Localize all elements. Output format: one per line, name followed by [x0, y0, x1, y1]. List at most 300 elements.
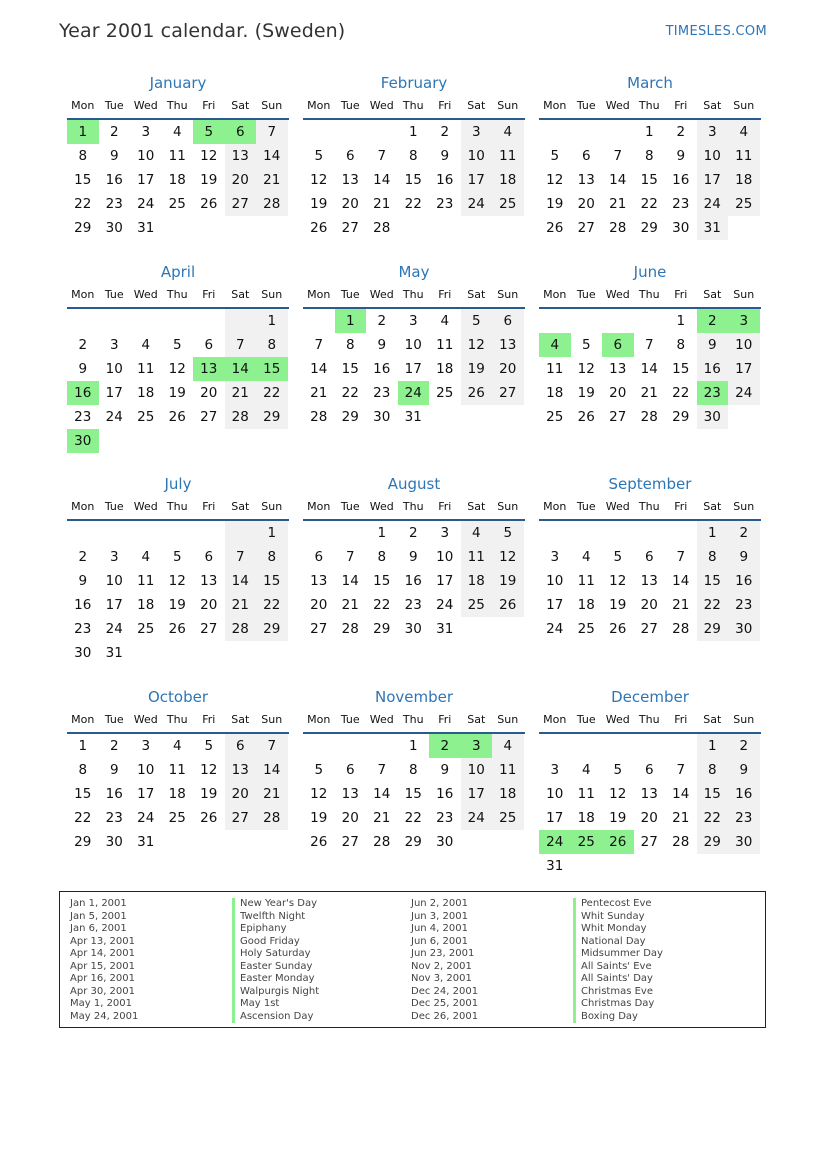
empty-cell: [256, 830, 288, 854]
day-cell: 8: [644, 148, 654, 164]
weekday-label: Fri: [438, 500, 452, 513]
week-row: [539, 758, 761, 782]
day-cell: 11: [137, 361, 155, 377]
day-cell: 17: [461, 782, 493, 806]
day-cell: 11: [728, 144, 760, 168]
day-cell: 12: [168, 361, 186, 377]
day-cell: 4: [539, 333, 571, 357]
weekday-label: Tue: [104, 713, 124, 726]
empty-cell: [539, 309, 571, 333]
weekday-label: Mon: [543, 713, 567, 726]
day-cell: 16: [74, 597, 92, 613]
day-cell: 20: [341, 196, 359, 212]
day-cell: 24: [105, 409, 123, 425]
holiday-date: Jan 6, 2001: [70, 923, 127, 934]
day-cell: 21: [640, 385, 658, 401]
day-cell: 11: [137, 573, 155, 589]
day-cell: 6: [644, 762, 654, 778]
weekday-label: Thu: [166, 713, 188, 726]
empty-cell: [193, 521, 225, 545]
day-cell: 3: [461, 734, 493, 758]
day-cell: 8: [78, 762, 88, 778]
month-july: [67, 473, 289, 665]
empty-cell: [492, 830, 524, 854]
day-cell: 23: [436, 196, 454, 212]
day-cell: 11: [577, 786, 595, 802]
day-cell: 10: [461, 144, 493, 168]
day-cell: 15: [256, 569, 288, 593]
day-cell: 17: [105, 597, 123, 613]
month-days: [67, 120, 289, 240]
week-row: [303, 617, 525, 641]
day-cell: 8: [697, 758, 729, 782]
day-cell: 19: [200, 786, 218, 802]
day-cell: 24: [539, 830, 571, 854]
holiday-date: Jun 3, 2001: [411, 910, 468, 922]
day-cell: 13: [310, 573, 328, 589]
empty-cell: [602, 854, 634, 878]
week-row: [539, 734, 761, 758]
week-row: [539, 617, 761, 641]
day-cell: 27: [492, 381, 524, 405]
weekday-label: Fri: [674, 99, 688, 112]
empty-cell: [461, 617, 493, 641]
day-cell: 10: [697, 144, 729, 168]
day-cell: 23: [436, 810, 454, 826]
empty-cell: [67, 521, 99, 545]
day-cell: 29: [697, 617, 729, 641]
day-cell: 27: [225, 806, 257, 830]
day-cell: 2: [78, 549, 88, 565]
day-cell: 1: [256, 309, 288, 333]
day-cell: 6: [314, 549, 324, 565]
day-cell: 12: [492, 545, 524, 569]
day-cell: 13: [341, 786, 359, 802]
day-cell: 21: [609, 196, 627, 212]
day-cell: 6: [225, 120, 257, 144]
day-cell: 22: [697, 593, 729, 617]
day-cell: 28: [256, 192, 288, 216]
weekday-label: Sun: [497, 713, 519, 726]
empty-cell: [571, 854, 603, 878]
empty-cell: [366, 734, 398, 758]
empty-cell: [492, 405, 524, 429]
weekday-header: [303, 495, 525, 521]
day-cell: 10: [546, 786, 564, 802]
week-row: [539, 545, 761, 569]
day-cell: 7: [644, 337, 654, 353]
week-row: [67, 782, 289, 806]
day-cell: 15: [256, 357, 288, 381]
day-cell: 13: [341, 172, 359, 188]
month-may: [303, 261, 525, 429]
day-cell: 2: [728, 734, 760, 758]
day-cell: 26: [310, 220, 328, 236]
day-cell: 15: [640, 172, 658, 188]
weekday-label: Thu: [638, 713, 660, 726]
day-cell: 23: [728, 593, 760, 617]
weekday-label: Tue: [576, 288, 596, 301]
weekday-label: Mon: [71, 288, 95, 301]
day-cell: 26: [602, 830, 634, 854]
empty-cell: [162, 641, 194, 665]
week-row: [67, 120, 289, 144]
day-cell: 6: [204, 337, 214, 353]
day-cell: 13: [492, 333, 524, 357]
day-cell: 9: [440, 148, 450, 164]
day-cell: 26: [310, 834, 328, 850]
day-cell: 6: [225, 734, 257, 758]
day-cell: 20: [492, 357, 524, 381]
month-name: August: [387, 475, 441, 493]
holiday-date: Jun 6, 2001: [411, 935, 468, 947]
day-cell: 30: [67, 429, 99, 453]
day-cell: 29: [404, 834, 422, 850]
day-cell: 7: [676, 762, 686, 778]
holiday-name: Christmas Eve: [573, 986, 663, 999]
day-cell: 18: [168, 786, 186, 802]
weekday-label: Thu: [402, 500, 424, 513]
day-cell: 3: [109, 337, 119, 353]
weekday-label: Tue: [340, 99, 360, 112]
month-days: [539, 120, 761, 240]
day-cell: 3: [109, 549, 119, 565]
day-cell: 31: [546, 858, 564, 874]
day-cell: 16: [404, 573, 422, 589]
day-cell: 14: [256, 758, 288, 782]
day-cell: 25: [728, 192, 760, 216]
weekday-header: [67, 708, 289, 734]
week-row: [67, 593, 289, 617]
day-cell: 22: [256, 381, 288, 405]
day-cell: 16: [105, 786, 123, 802]
empty-cell: [492, 617, 524, 641]
empty-cell: [193, 830, 225, 854]
day-cell: 14: [225, 569, 257, 593]
weekday-label: Mon: [307, 288, 331, 301]
month-name: March: [627, 74, 673, 92]
empty-cell: [225, 830, 257, 854]
empty-cell: [99, 309, 131, 333]
day-cell: 2: [408, 525, 418, 541]
day-cell: 15: [404, 172, 422, 188]
day-cell: 19: [310, 196, 328, 212]
day-cell: 29: [697, 830, 729, 854]
day-cell: 11: [436, 337, 454, 353]
weekday-label: Sat: [703, 288, 722, 301]
empty-cell: [634, 854, 666, 878]
day-cell: 9: [109, 762, 119, 778]
weekday-label: Wed: [133, 99, 158, 112]
day-cell: 5: [550, 148, 560, 164]
day-cell: 21: [672, 597, 690, 613]
empty-cell: [634, 734, 666, 758]
day-cell: 30: [373, 409, 391, 425]
day-cell: 20: [341, 810, 359, 826]
day-cell: 5: [204, 738, 214, 754]
holiday-date: Apr 13, 2001: [70, 935, 136, 947]
empty-cell: [335, 521, 367, 545]
month-days: [303, 309, 525, 429]
day-cell: 5: [314, 762, 324, 778]
day-cell: 20: [577, 196, 595, 212]
empty-cell: [571, 734, 603, 758]
day-cell: 4: [172, 738, 182, 754]
day-cell: 9: [78, 361, 88, 377]
day-cell: 7: [256, 734, 288, 758]
weekday-label: Sat: [703, 713, 722, 726]
weekday-label: Mon: [543, 288, 567, 301]
day-cell: 1: [78, 738, 88, 754]
day-cell: 24: [137, 196, 155, 212]
day-cell: 1: [697, 734, 729, 758]
month-march: [539, 72, 761, 240]
day-cell: 21: [256, 782, 288, 806]
weekday-label: Tue: [576, 500, 596, 513]
day-cell: 1: [697, 521, 729, 545]
week-row: [303, 758, 525, 782]
day-cell: 5: [613, 762, 623, 778]
weekday-label: Tue: [340, 500, 360, 513]
day-cell: 22: [672, 385, 690, 401]
day-cell: 25: [492, 806, 524, 830]
day-cell: 1: [67, 120, 99, 144]
day-cell: 7: [377, 148, 387, 164]
day-cell: 28: [256, 806, 288, 830]
day-cell: 28: [225, 617, 257, 641]
day-cell: 29: [373, 621, 391, 637]
weekday-label: Thu: [166, 99, 188, 112]
day-cell: 19: [492, 569, 524, 593]
day-cell: 27: [640, 834, 658, 850]
day-cell: 5: [613, 549, 623, 565]
day-cell: 22: [341, 385, 359, 401]
day-cell: 25: [571, 830, 603, 854]
day-cell: 22: [404, 196, 422, 212]
week-row: [539, 168, 761, 192]
empty-cell: [571, 521, 603, 545]
empty-cell: [602, 120, 634, 144]
day-cell: 7: [676, 549, 686, 565]
week-row: [303, 569, 525, 593]
day-cell: 28: [373, 834, 391, 850]
day-cell: 14: [373, 786, 391, 802]
empty-cell: [366, 120, 398, 144]
week-row: [67, 734, 289, 758]
day-cell: 29: [256, 405, 288, 429]
empty-cell: [193, 429, 225, 453]
day-cell: 8: [408, 762, 418, 778]
empty-cell: [193, 216, 225, 240]
month-name: October: [147, 688, 209, 706]
empty-cell: [571, 120, 603, 144]
day-cell: 13: [225, 758, 257, 782]
empty-cell: [225, 521, 257, 545]
week-row: [67, 830, 289, 854]
weekday-label: Tue: [340, 713, 360, 726]
day-cell: 11: [577, 573, 595, 589]
weekday-label: Sat: [703, 99, 722, 112]
day-cell: 14: [225, 357, 257, 381]
week-row: [539, 854, 761, 878]
empty-cell: [162, 521, 194, 545]
empty-cell: [256, 429, 288, 453]
day-cell: 23: [105, 810, 123, 826]
day-cell: 13: [640, 573, 658, 589]
day-cell: 19: [609, 810, 627, 826]
day-cell: 10: [461, 758, 493, 782]
holiday-name: Epiphany: [232, 923, 319, 936]
day-cell: 30: [105, 834, 123, 850]
weekday-label: Wed: [133, 713, 158, 726]
day-cell: 17: [137, 172, 155, 188]
day-cell: 6: [644, 549, 654, 565]
weekday-label: Tue: [576, 713, 596, 726]
day-cell: 26: [168, 409, 186, 425]
weekday-label: Thu: [166, 500, 188, 513]
day-cell: 19: [310, 810, 328, 826]
empty-cell: [602, 734, 634, 758]
weekday-label: Tue: [104, 288, 124, 301]
weekday-label: Mon: [71, 713, 95, 726]
week-row: [303, 357, 525, 381]
weekday-label: Thu: [402, 288, 424, 301]
weekday-label: Thu: [402, 99, 424, 112]
day-cell: 14: [672, 573, 690, 589]
week-row: [303, 168, 525, 192]
day-cell: 29: [640, 220, 658, 236]
day-cell: 26: [200, 196, 218, 212]
day-cell: 13: [193, 357, 225, 381]
month-name: November: [374, 688, 454, 706]
month-april: [67, 261, 289, 453]
page-title: Year 2001 calendar. (Sweden): [59, 20, 346, 42]
day-cell: 29: [74, 834, 92, 850]
holiday-name: Holy Saturday: [232, 948, 319, 961]
week-row: [67, 641, 289, 665]
week-row: [67, 168, 289, 192]
holiday-date: Nov 2, 2001: [411, 960, 472, 972]
day-cell: 5: [314, 148, 324, 164]
day-cell: 12: [310, 172, 328, 188]
day-cell: 19: [461, 357, 493, 381]
day-cell: 7: [225, 333, 257, 357]
month-days: [67, 309, 289, 453]
week-row: [539, 216, 761, 240]
day-cell: 6: [581, 148, 591, 164]
brand-link[interactable]: TIMESLES.COM: [665, 24, 767, 39]
day-cell: 22: [640, 196, 658, 212]
day-cell: 3: [550, 549, 560, 565]
day-cell: 2: [676, 124, 686, 140]
day-cell: 24: [697, 192, 729, 216]
weekday-label: Wed: [133, 500, 158, 513]
day-cell: 17: [436, 573, 454, 589]
day-cell: 15: [74, 786, 92, 802]
holiday-date: Jun 4, 2001: [411, 923, 468, 934]
empty-cell: [571, 309, 603, 333]
day-cell: 9: [109, 148, 119, 164]
month-november: [303, 686, 525, 854]
day-cell: 11: [546, 361, 564, 377]
week-row: [67, 216, 289, 240]
week-row: [539, 333, 761, 357]
week-row: [539, 830, 761, 854]
holiday-date: Jun 2, 2001: [411, 898, 468, 909]
day-cell: 12: [310, 786, 328, 802]
day-cell: 4: [581, 762, 591, 778]
day-cell: 14: [341, 573, 359, 589]
day-cell: 30: [404, 621, 422, 637]
week-row: [67, 357, 289, 381]
day-cell: 16: [105, 172, 123, 188]
day-cell: 17: [546, 597, 564, 613]
day-cell: 18: [577, 810, 595, 826]
weekday-label: Sun: [261, 500, 283, 513]
day-cell: 12: [546, 172, 564, 188]
empty-cell: [539, 734, 571, 758]
day-cell: 12: [609, 786, 627, 802]
day-cell: 30: [697, 405, 729, 429]
weekday-label: Mon: [71, 99, 95, 112]
empty-cell: [728, 216, 760, 240]
empty-cell: [162, 216, 194, 240]
week-row: [303, 120, 525, 144]
weekday-label: Sat: [703, 500, 722, 513]
day-cell: 3: [440, 525, 450, 541]
weekday-label: Wed: [605, 99, 630, 112]
day-cell: 1: [256, 521, 288, 545]
day-cell: 31: [436, 621, 454, 637]
day-cell: 17: [105, 385, 123, 401]
day-cell: 8: [256, 545, 288, 569]
empty-cell: [130, 641, 162, 665]
weekday-label: Wed: [605, 713, 630, 726]
day-cell: 7: [345, 549, 355, 565]
week-row: [67, 144, 289, 168]
holiday-name: Easter Sunday: [232, 961, 319, 974]
day-cell: 21: [373, 196, 391, 212]
week-row: [303, 216, 525, 240]
weekday-label: Fri: [202, 99, 216, 112]
week-row: [67, 429, 289, 453]
day-cell: 28: [341, 621, 359, 637]
day-cell: 11: [461, 545, 493, 569]
day-cell: 26: [577, 409, 595, 425]
day-cell: 17: [546, 810, 564, 826]
day-cell: 6: [492, 309, 524, 333]
day-cell: 6: [602, 333, 634, 357]
day-cell: 23: [74, 409, 92, 425]
day-cell: 8: [256, 333, 288, 357]
holiday-date: Nov 3, 2001: [411, 973, 472, 984]
day-cell: 21: [373, 810, 391, 826]
day-cell: 8: [697, 545, 729, 569]
holiday-name: Walpurgis Night: [232, 986, 319, 999]
weekday-label: Thu: [638, 288, 660, 301]
empty-cell: [335, 120, 367, 144]
legend-names-right: [573, 898, 663, 1023]
holiday-name: Boxing Day: [573, 1011, 663, 1024]
empty-cell: [256, 216, 288, 240]
empty-cell: [728, 405, 760, 429]
day-cell: 1: [408, 738, 418, 754]
day-cell: 29: [672, 409, 690, 425]
empty-cell: [225, 641, 257, 665]
day-cell: 5: [492, 521, 524, 545]
day-cell: 4: [141, 549, 151, 565]
day-cell: 11: [168, 762, 186, 778]
